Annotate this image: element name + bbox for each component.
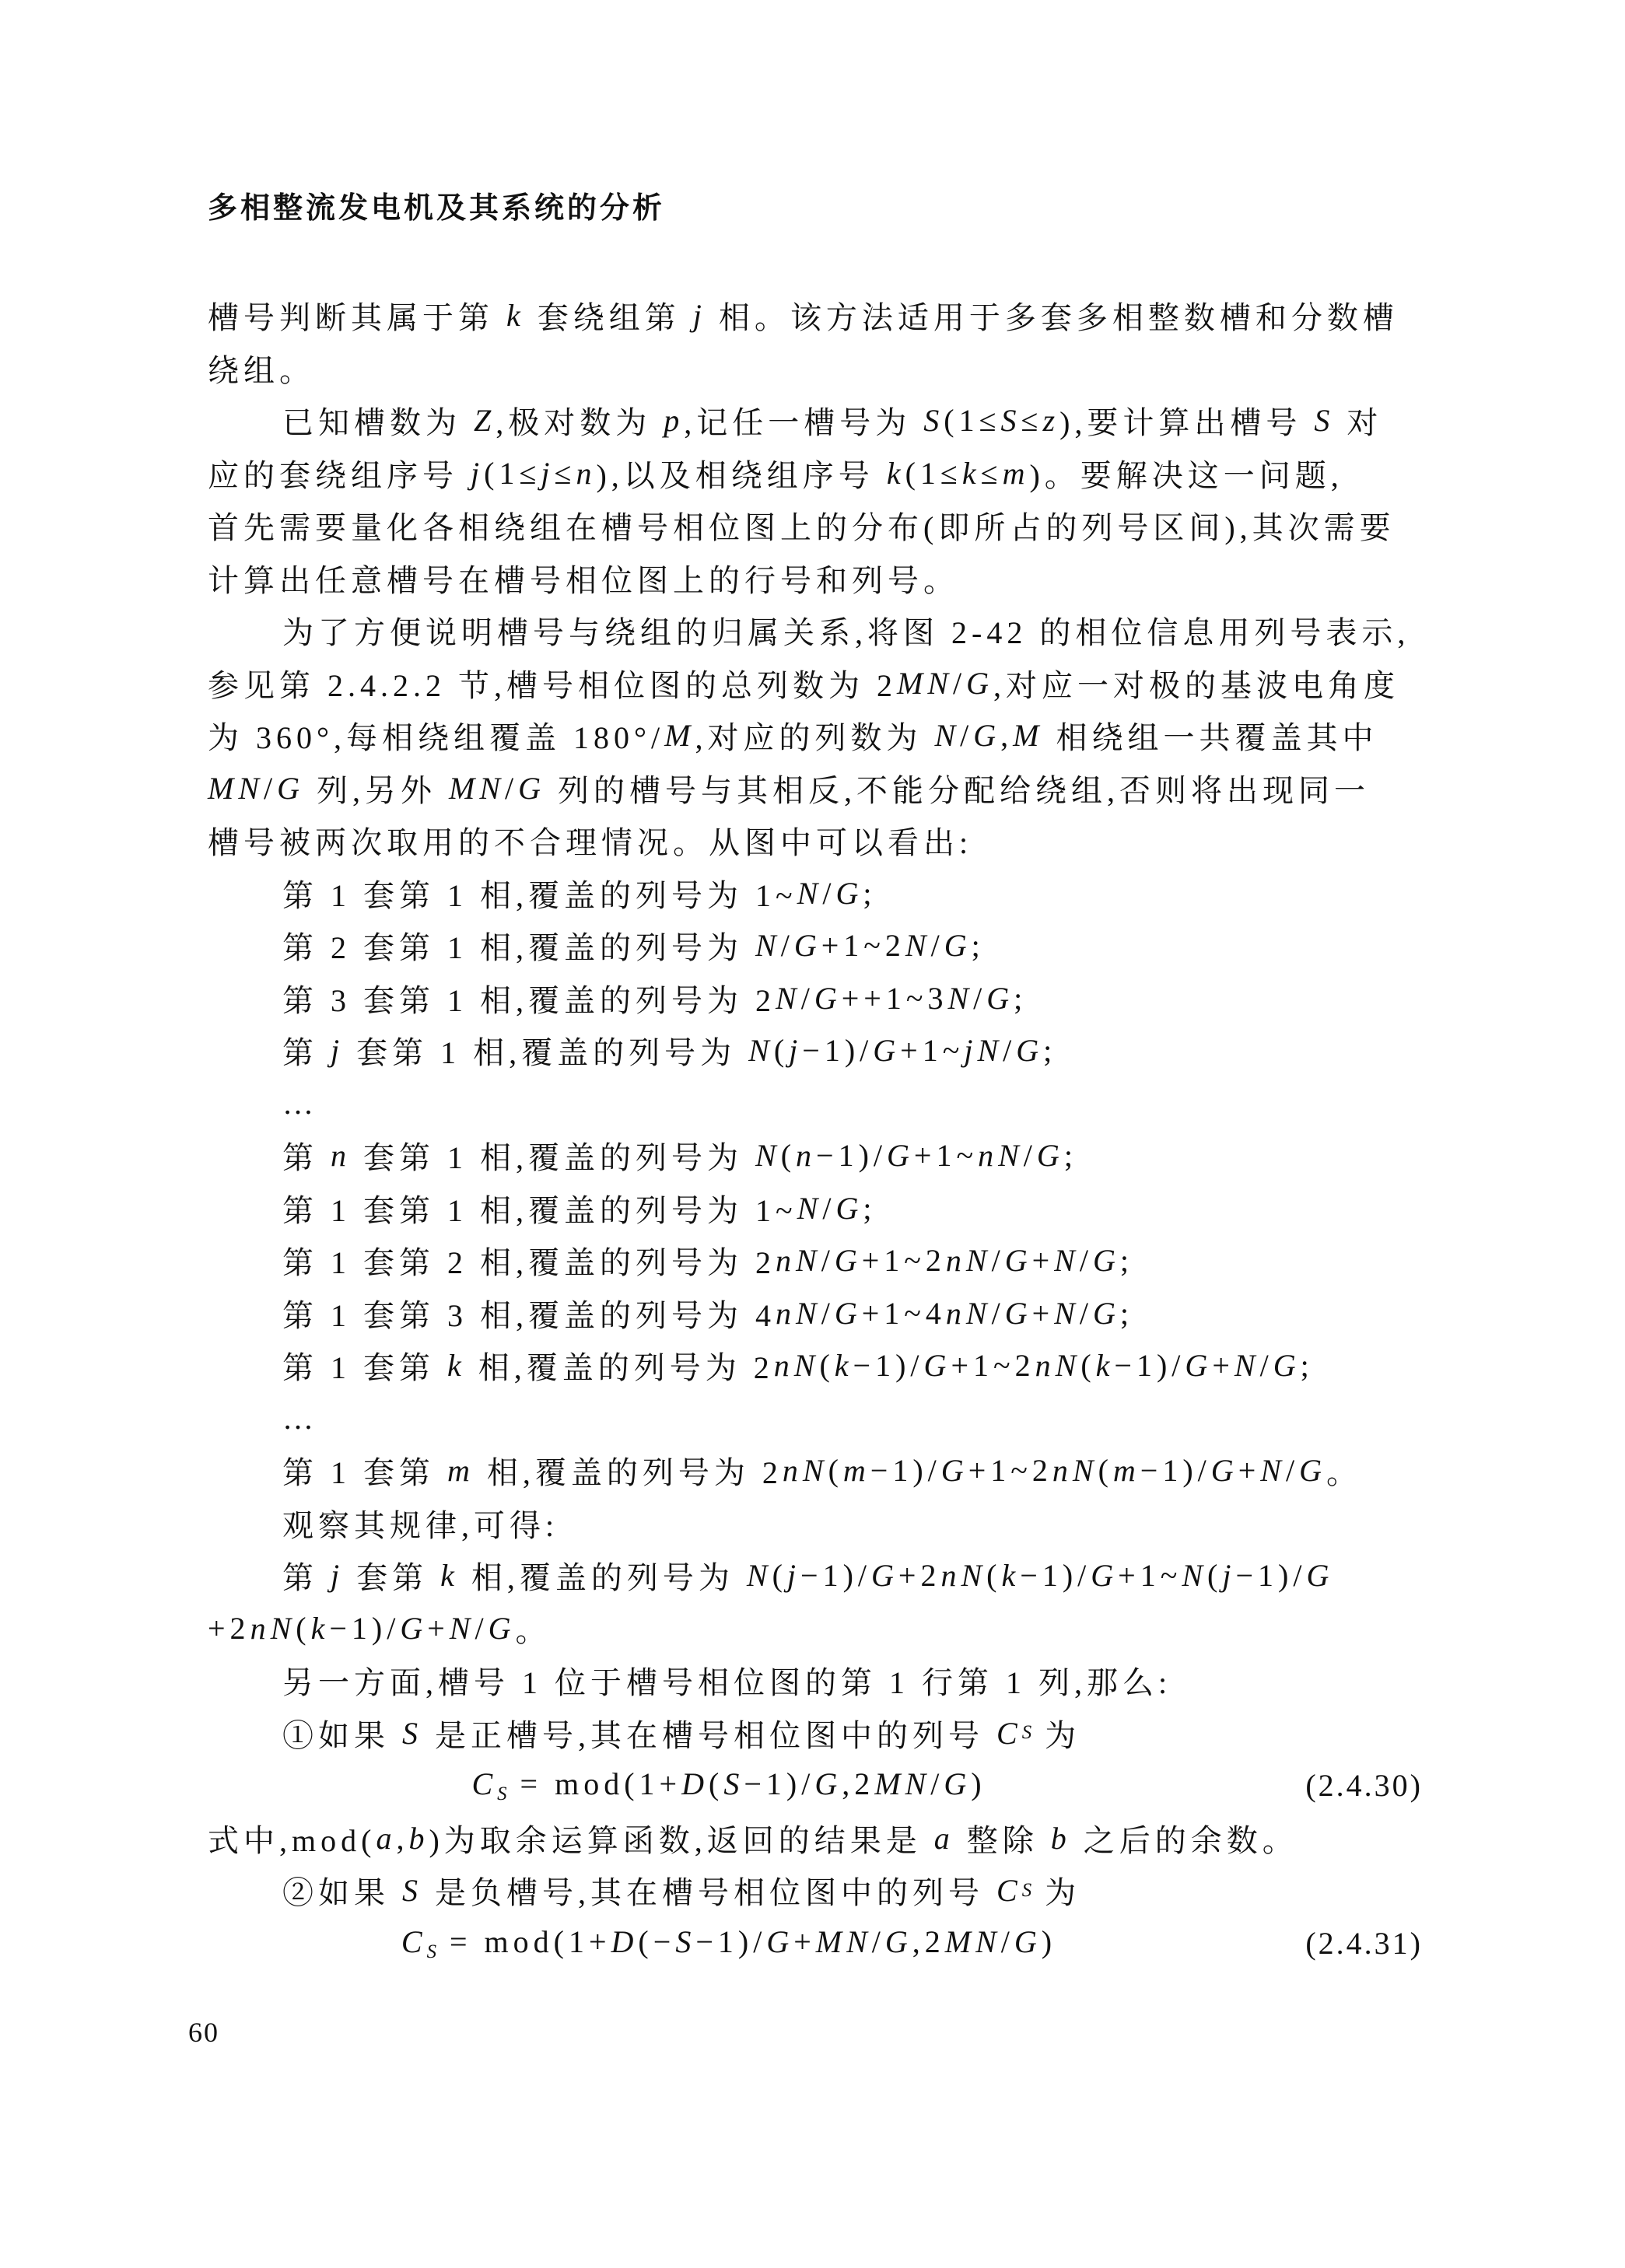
body-line: …	[282, 1400, 318, 1436]
body-line: 第 1 套第 k 相,覆盖的列号为 2 nN ( k −1)/ G +1~2 nN ( k −1)/ G + N / G ;	[282, 1348, 1314, 1386]
body-line: 第 1 套第 2 相,覆盖的列号为 2 nN / G +1~2 nN / G + N / G ;	[282, 1243, 1133, 1281]
body-line: 第 j 套第 1 相,覆盖的列号为 N ( j −1)/ G +1~ jN / G ;	[282, 1033, 1057, 1071]
body-line: MN / G 列,另外 MN / G 列的槽号与其相反,不能分配给绕组,否则将出现同一	[208, 770, 1371, 808]
body-line: 另一方面,槽号 1 位于槽号相位图的第 1 行第 1 列,那么:	[282, 1665, 1172, 1701]
page-body	[208, 289, 1445, 1969]
body-line: 槽号被两次取用的不合理情况。从图中可以看出:	[208, 825, 973, 861]
body-line: 应的套绕组序号 j (1≤ j ≤ n ),以及相绕组序号 k (1≤ k ≤ m )。要解决这一问题,	[208, 455, 1343, 493]
body-line: 参见第 2.4.2.2 节,槽号相位图的总列数为 2 MN / G ,对应一对极的基波电角度	[208, 665, 1400, 703]
body-line: ②如果 S 是负槽号,其在槽号相位图中的列号 C S 为	[282, 1873, 1081, 1911]
body-line: ①如果 S 是正槽号,其在槽号相位图中的列号 C S 为	[282, 1715, 1081, 1753]
body-line: 观察其规律,可得:	[282, 1507, 559, 1543]
body-line: 式中,mod( a , b )为取余运算函数,返回的结果是 a 整除 b 之后的余数。	[208, 1820, 1298, 1858]
body-line: 第 j 套第 k 相,覆盖的列号为 N ( j −1)/ G +2 nN ( k −1)/ G +1~ N ( j −1)/ G	[282, 1558, 1334, 1596]
body-line: 为了方便说明槽号与绕组的归属关系,将图 2-42 的相位信息用列号表示,	[282, 615, 1410, 651]
body-line: 为 360°,每相绕组覆盖 180°/ M ,对应的列数为 N / G , M 相绕组一共覆盖其中	[208, 718, 1378, 756]
running-header: 多相整流发电机及其系统的分析	[208, 192, 666, 225]
body-line: +2 nN ( k −1)/ G + N / G 。	[208, 1610, 552, 1648]
equation-text: $C_S = mod(1+D(-S-1)/G+MN/G,2MN/G)$	[401, 1923, 1057, 1962]
body-line: 第 1 套第 1 相,覆盖的列号为 1~ N / G ;	[282, 875, 877, 913]
page-number: 60	[188, 2017, 219, 2048]
body-line: 绕组。	[208, 352, 315, 388]
equation-line	[208, 1917, 1445, 1970]
body-line: 计算出任意槽号在槽号相位图上的行号和列号。	[208, 562, 959, 598]
equation-number: (2.4.31)	[1305, 1925, 1423, 1961]
body-line: 第 3 套第 1 相,覆盖的列号为 2 N / G ++1~3 N / G ;	[282, 980, 1028, 1018]
equation-number: (2.4.30)	[1305, 1768, 1423, 1804]
equation-text: $C_S = mod(1+D(S-1)/G,2MN/G)$	[471, 1766, 986, 1805]
equation-line	[208, 1759, 1445, 1812]
body-line: 已知槽数为 Z ,极对数为 p ,记任一槽号为 S (1≤ S ≤ z ),要计算出槽号 S 对	[282, 403, 1383, 441]
body-line: 第 n 套第 1 相,覆盖的列号为 N ( n −1)/ G +1~ nN / G ;	[282, 1138, 1077, 1176]
body-line: 槽号判断其属于第 k 套绕组第 j 相。该方法适用于多套多相整数槽和分数槽	[208, 298, 1399, 336]
body-line: 第 1 套第 m 相,覆盖的列号为 2 nN ( m −1)/ G +1~2 nN ( m −1)/ G + N / G 。	[282, 1453, 1362, 1491]
body-line: …	[282, 1085, 318, 1121]
body-line: 第 1 套第 3 相,覆盖的列号为 4 nN / G +1~4 nN / G + N / G ;	[282, 1295, 1133, 1333]
body-line: 第 1 套第 1 相,覆盖的列号为 1~ N / G ;	[282, 1190, 877, 1228]
body-line: 第 2 套第 1 相,覆盖的列号为 N / G +1~2 N / G ;	[282, 928, 985, 966]
body-line: 首先需要量化各相绕组在槽号相位图上的分布(即所占的列号区间),其次需要	[208, 510, 1396, 546]
